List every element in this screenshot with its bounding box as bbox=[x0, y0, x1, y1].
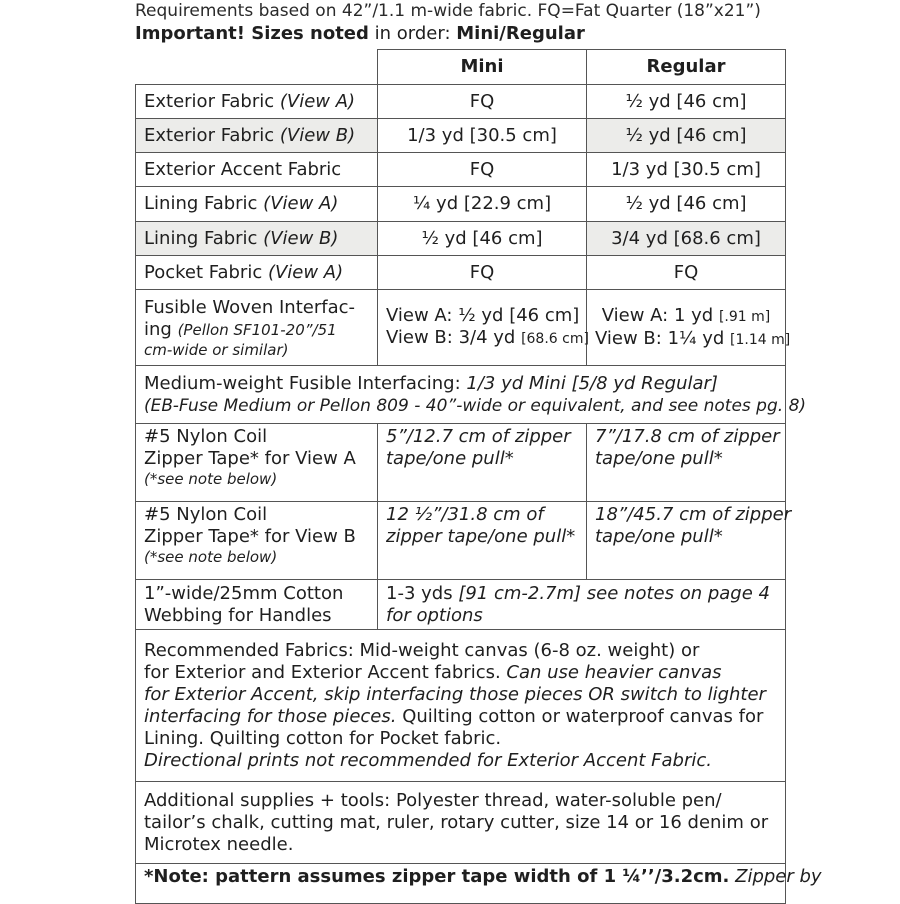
mini-value: ¼ yd [22.9 cm] bbox=[378, 187, 587, 222]
mini-value: FQ bbox=[378, 256, 587, 290]
row-label: Pocket Fabric (View A) bbox=[136, 256, 378, 290]
recommended-fabrics: Recommended Fabrics: Mid-weight canvas (6-8 oz. weight) or for Exterior and Exterior Accent fabrics. Can use heavier canvas for Exterior Accent, skip interfacing those pieces OR switch to lighter interfacing for those pieces. Quilting cotton or waterproof canvas for Lining. Quilting cotton for Pocket fabric. Directional prints not recommended for Exterior Accent Fabric. bbox=[136, 630, 786, 782]
table-row bbox=[136, 580, 786, 630]
requirements-note: Requirements based on 42”/1.1 m-wide fabric. FQ=Fat Quarter (18”x21”) bbox=[135, 1, 761, 21]
row-label: 1”-wide/25mm Cotton Webbing for Handles bbox=[136, 580, 378, 630]
mini-value: 1/3 yd [30.5 cm] bbox=[378, 119, 587, 153]
intro-text bbox=[135, 0, 815, 46]
additional-supplies: Additional supplies + tools: Polyester thread, water-soluble pen/ tailor’s chalk, cutting mat, ruler, rotary cutter, size 14 or 16 denim or Microtex needle. bbox=[136, 782, 786, 864]
header-mini: Mini bbox=[378, 50, 587, 85]
mini-value: ½ yd [46 cm] bbox=[378, 222, 587, 256]
fabric-requirements-table bbox=[135, 49, 822, 904]
row-label: #5 Nylon Coil Zipper Tape* for View B (*see note below) bbox=[136, 502, 378, 580]
regular-value: ½ yd [46 cm] bbox=[587, 85, 786, 119]
mini-value: 5”/12.7 cm of zipper tape/one pull* bbox=[378, 424, 587, 502]
table-row bbox=[136, 424, 786, 502]
mini-value: FQ bbox=[378, 85, 587, 119]
row-label: Exterior Accent Fabric bbox=[136, 153, 378, 187]
table-row bbox=[136, 153, 786, 187]
regular-value: 18”/45.7 cm of zipper tape/one pull* bbox=[587, 502, 786, 580]
table-row bbox=[136, 502, 786, 580]
regular-value: ½ yd [46 cm] bbox=[587, 187, 786, 222]
table-row bbox=[136, 366, 786, 424]
table-row bbox=[136, 290, 786, 366]
medium-weight-interfacing: Medium-weight Fusible Interfacing: 1/3 yd Mini [5/8 yd Regular] (EB-Fuse Medium or Pellon 809 - 40”-wide or equivalent, and see notes pg. 8) bbox=[136, 366, 786, 424]
row-label: Exterior Fabric (View A) bbox=[136, 85, 378, 119]
regular-value: View A: 1 yd [.91 m] View B: 1¼ yd [1.14 m] bbox=[587, 290, 786, 366]
table-row bbox=[136, 864, 786, 904]
header-regular: Regular bbox=[587, 50, 786, 85]
header-row bbox=[136, 50, 786, 85]
webbing-value: 1-3 yds [91 cm-2.7m] see notes on page 4 for options bbox=[378, 580, 786, 630]
mini-value: FQ bbox=[378, 153, 587, 187]
table-row bbox=[136, 85, 786, 119]
table-row bbox=[136, 222, 786, 256]
header-blank-cell bbox=[136, 50, 378, 85]
table-row bbox=[136, 630, 786, 782]
regular-value: 1/3 yd [30.5 cm] bbox=[587, 153, 786, 187]
table-row bbox=[136, 256, 786, 290]
mini-value: 12 ½”/31.8 cm of zipper tape/one pull* bbox=[378, 502, 587, 580]
row-label: Fusible Woven Interfac- ing (Pellon SF101-20”/51 cm-wide or similar) bbox=[136, 290, 378, 366]
row-label: Exterior Fabric (View B) bbox=[136, 119, 378, 153]
regular-value: 7”/17.8 cm of zipper tape/one pull* bbox=[587, 424, 786, 502]
regular-value: 3/4 yd [68.6 cm] bbox=[587, 222, 786, 256]
row-label: #5 Nylon Coil Zipper Tape* for View A (*see note below) bbox=[136, 424, 378, 502]
row-label: Lining Fabric (View B) bbox=[136, 222, 378, 256]
regular-value: FQ bbox=[587, 256, 786, 290]
table-row bbox=[136, 782, 786, 864]
mini-value: View A: ½ yd [46 cm] View B: 3/4 yd [68.6 cm] bbox=[378, 290, 587, 366]
row-label: Lining Fabric (View A) bbox=[136, 187, 378, 222]
zipper-note: *Note: pattern assumes zipper tape width of 1 ¼’’/3.2cm. Zipper by bbox=[136, 864, 786, 904]
table-row bbox=[136, 187, 786, 222]
regular-value: ½ yd [46 cm] bbox=[587, 119, 786, 153]
important-note: Important! Sizes noted in order: Mini/Regular bbox=[135, 23, 585, 44]
table-row bbox=[136, 119, 786, 153]
